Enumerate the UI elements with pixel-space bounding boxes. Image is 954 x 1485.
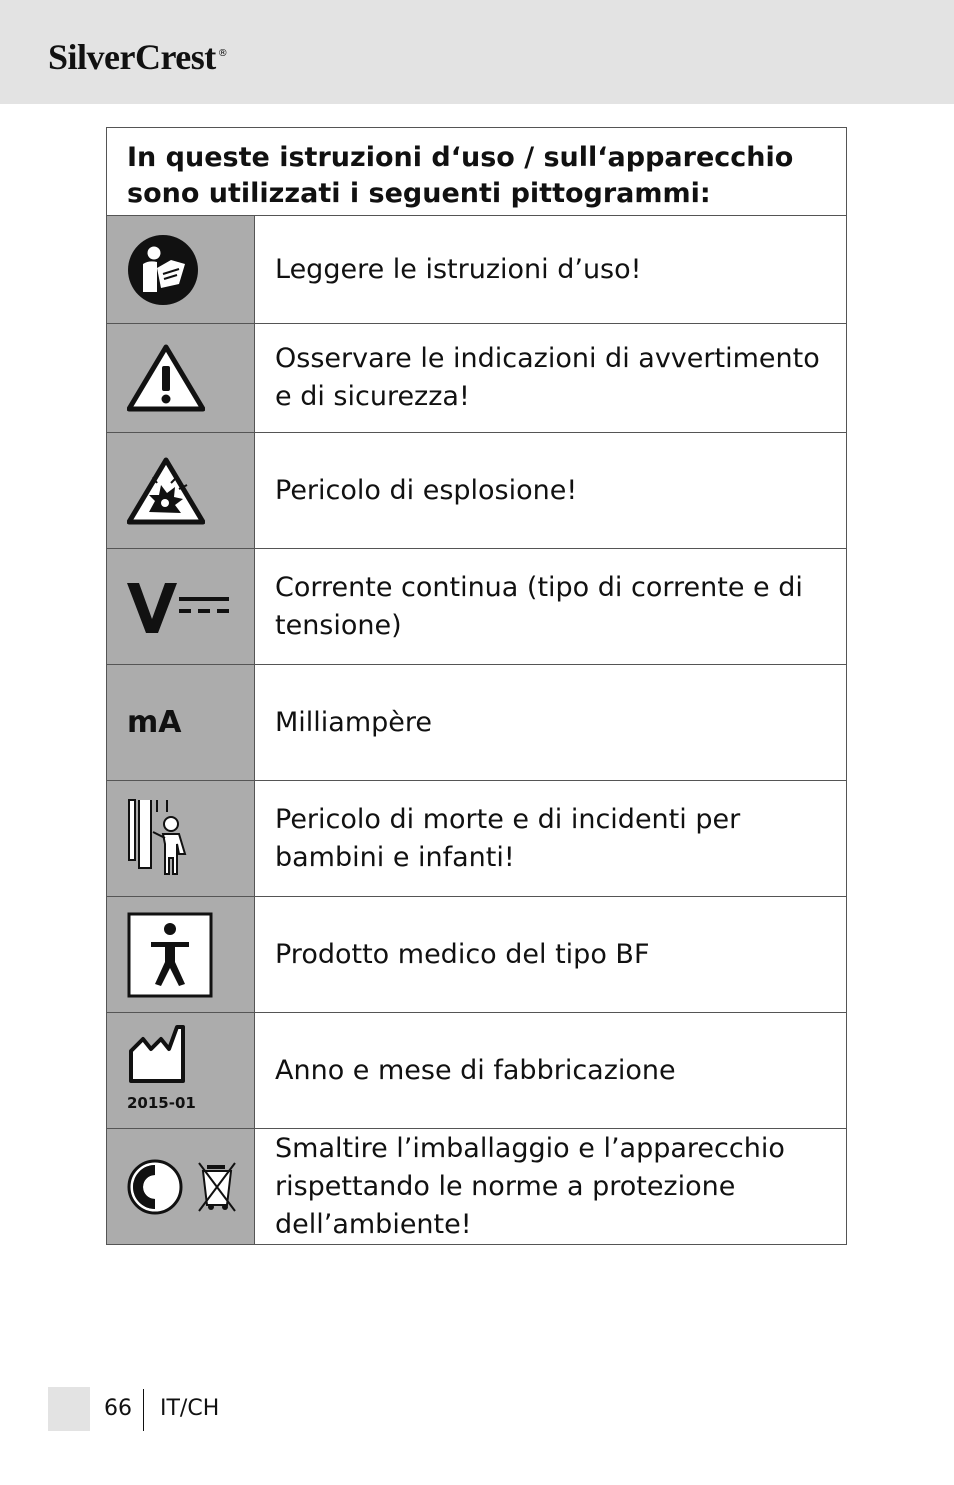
icon-cell [107, 433, 255, 548]
table-row [107, 549, 846, 665]
icon-cell [107, 324, 255, 432]
pictogram-description: Corrente continua (tipo di corrente e di tensione) [275, 571, 803, 641]
icon-cell [107, 897, 255, 1012]
warning-triangle-icon [127, 344, 205, 412]
manufacture-date-icon [127, 1025, 187, 1085]
table-row [107, 781, 846, 897]
page-header [0, 0, 954, 104]
page-number: 66 [104, 1396, 132, 1421]
pictogram-description: Smaltire l’imballaggio e l’apparecchio rispettando le norme a protezione dell’ambiente! [275, 1132, 785, 1240]
crossed-bin-icon [197, 1161, 237, 1213]
icon-cell [107, 1013, 255, 1128]
pictogram-description: Pericolo di morte e di incidenti per bambini e infanti! [275, 803, 741, 873]
pictogram-table [106, 127, 847, 1245]
registered-mark: ® [217, 48, 228, 59]
icon-cell [107, 549, 255, 664]
brand-logo [48, 36, 227, 78]
table-row [107, 897, 846, 1013]
type-bf-icon [127, 912, 213, 998]
icon-cell [107, 216, 255, 323]
icon-cell [107, 1129, 255, 1244]
manufacture-date-label: 2015-01 [127, 1094, 196, 1112]
pictogram-description: Prodotto medico del tipo BF [275, 938, 650, 970]
page-tab-marker [48, 1387, 90, 1431]
table-row [107, 665, 846, 781]
pictogram-description: Milliampère [275, 706, 433, 738]
pictogram-description: Leggere le istruzioni d’uso! [275, 253, 642, 285]
table-title: In queste istruzioni d‘uso / sull‘apparecchio sono utilizzati i seguenti pittogrammi: [107, 128, 846, 216]
direct-current-icon [127, 577, 231, 637]
child-danger-icon [127, 798, 193, 880]
table-row [107, 1013, 846, 1129]
read-instructions-icon [127, 234, 199, 306]
table-row [107, 433, 846, 549]
milliampere-symbol: mA [127, 705, 182, 740]
icon-cell [107, 665, 255, 780]
locale-code: IT/CH [160, 1396, 220, 1421]
footer-divider [143, 1389, 144, 1431]
green-dot-icon [127, 1159, 183, 1215]
table-row [107, 1129, 846, 1244]
table-row [107, 216, 846, 324]
pictogram-description: Pericolo di esplosione! [275, 474, 578, 506]
pictogram-description: Anno e mese di fabbricazione [275, 1054, 676, 1086]
icon-cell [107, 781, 255, 896]
table-row [107, 324, 846, 433]
pictogram-description: Osservare le indicazioni di avvertimento e di sicurezza! [275, 343, 820, 412]
brand-name: SilverCrest [48, 37, 216, 77]
explosion-hazard-icon [127, 457, 205, 525]
